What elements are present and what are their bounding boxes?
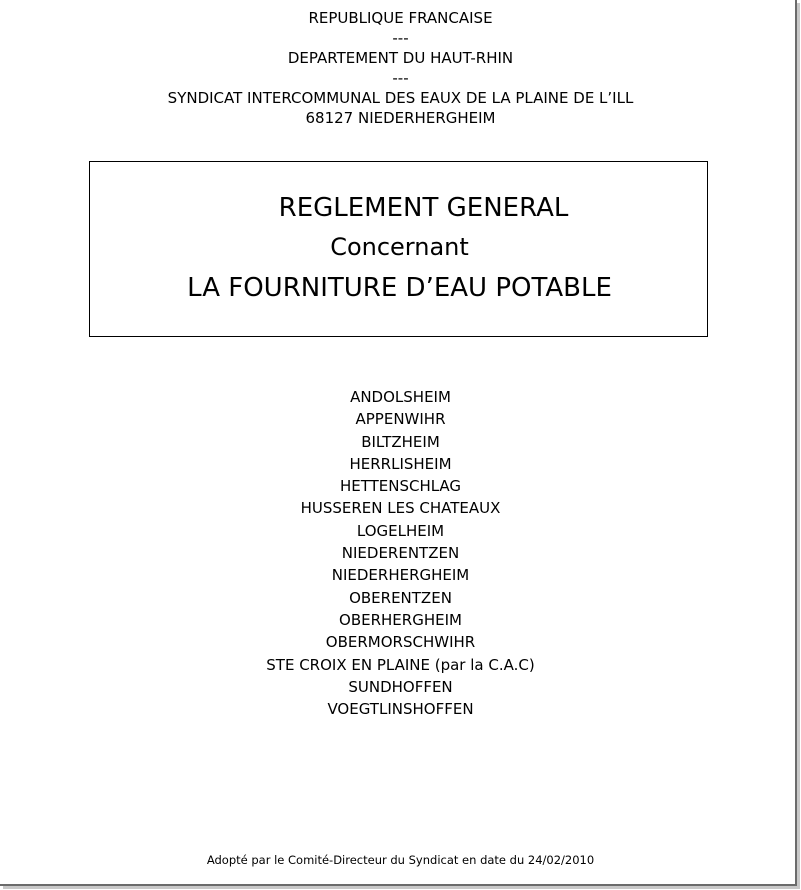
commune-item: OBERMORSCHWIHR xyxy=(325,633,476,652)
header-department: DEPARTEMENT DU HAUT-RHIN xyxy=(287,49,514,67)
commune-item: NIEDERENTZEN xyxy=(341,544,460,563)
commune-item: HUSSEREN LES CHATEAUX xyxy=(300,499,501,518)
title-box xyxy=(89,161,708,337)
header-separator-2: --- xyxy=(392,69,409,87)
title-subject: LA FOURNITURE D’EAU POTABLE xyxy=(187,273,612,303)
communes-list xyxy=(0,386,801,720)
document-header xyxy=(0,8,801,128)
commune-item: STE CROIX EN PLAINE (par la C.A.C) xyxy=(266,655,535,674)
header-separator-1: --- xyxy=(392,29,409,47)
commune-item: HETTENSCHLAG xyxy=(339,477,462,496)
commune-item: ANDOLSHEIM xyxy=(350,388,451,406)
title-main: REGLEMENT GENERAL xyxy=(278,193,569,223)
header-republic: REPUBLIQUE FRANCAISE xyxy=(308,9,493,27)
commune-item: OBERENTZEN xyxy=(349,588,452,607)
commune-item: HERRLISHEIM xyxy=(349,454,452,473)
commune-item: VOEGTLINSHOFFEN xyxy=(327,700,474,719)
header-syndicate: SYNDICAT INTERCOMMUNAL DES EAUX DE LA PLAINE DE L’ILL xyxy=(167,89,634,107)
commune-item: OBERHERGHEIM xyxy=(339,610,462,629)
adoption-note: Adopté par le Comité-Directeur du Syndicat en date du 24/02/2010 xyxy=(206,853,595,867)
commune-item: BILTZHEIM xyxy=(361,432,440,451)
commune-item: APPENWIHR xyxy=(355,410,446,429)
commune-item: NIEDERHERGHEIM xyxy=(331,566,470,585)
title-concernant: Concernant xyxy=(330,233,469,261)
commune-item: SUNDHOFFEN xyxy=(348,677,453,696)
commune-item: LOGELHEIM xyxy=(356,521,445,540)
header-address: 68127 NIEDERHERGHEIM xyxy=(305,109,496,127)
